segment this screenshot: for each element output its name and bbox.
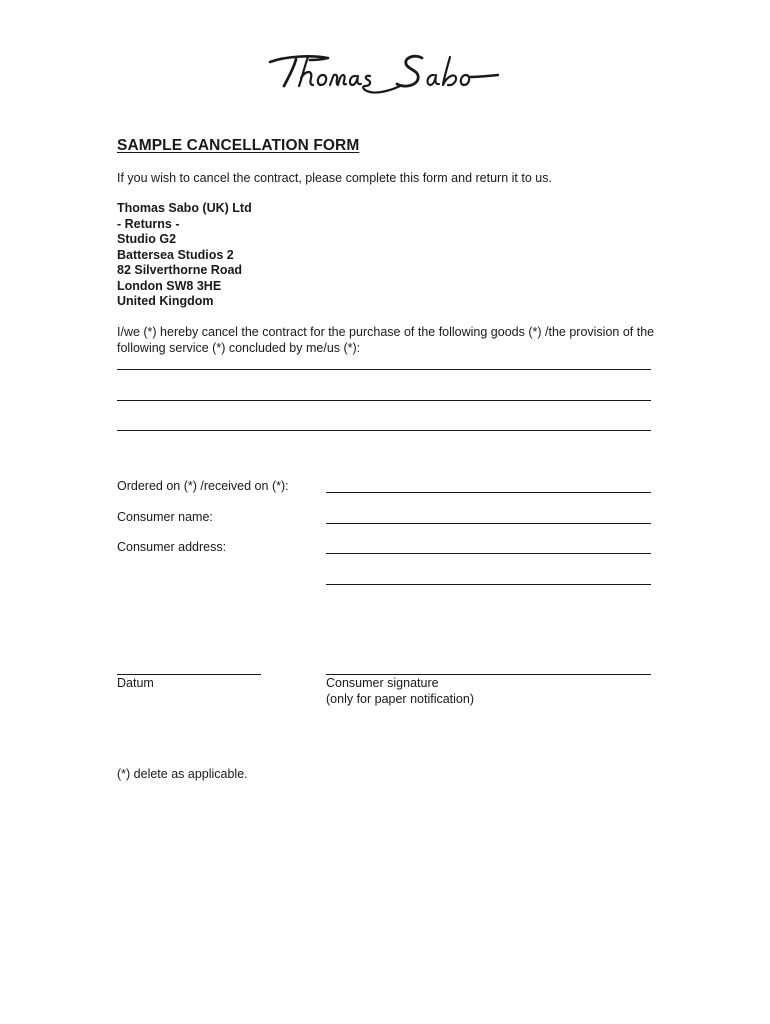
thomas-sabo-logo [266, 48, 500, 100]
ordered-on-field-line[interactable] [326, 492, 651, 493]
ordered-on-label: Ordered on (*) /received on (*): [117, 479, 289, 493]
footnote: (*) delete as applicable. [117, 767, 248, 781]
consumer-address-field-line-2[interactable] [326, 584, 651, 585]
consumer-address-label: Consumer address: [117, 540, 227, 554]
form-title: SAMPLE CANCELLATION FORM [117, 137, 360, 154]
consumer-name-field-line[interactable] [326, 523, 651, 524]
address-line-country: United Kingdom [117, 294, 214, 308]
address-line-building: Battersea Studios 2 [117, 247, 234, 262]
signature-field-line[interactable] [326, 674, 651, 675]
date-label: Datum [117, 676, 154, 690]
address-line-city-postcode: London SW8 3HE [117, 278, 222, 293]
address-line-street: 82 Silverthorne Road [117, 263, 243, 277]
goods-entry-line-2[interactable] [117, 400, 651, 401]
consumer-name-label: Consumer name: [117, 510, 213, 524]
signature-label: Consumer signature [326, 676, 439, 690]
cancellation-declaration: I/we (*) hereby cancel the contract for the purchase of the following goods (*) /the provision of the following service (*) concluded by me/us (*): [117, 325, 655, 355]
return-address [117, 201, 252, 310]
form-intro-text: If you wish to cancel the contract, please complete this form and return it to us. [117, 171, 552, 185]
address-line-studio: Studio G2 [117, 232, 177, 246]
goods-entry-line-3[interactable] [117, 430, 651, 431]
consumer-address-field-line-1[interactable] [326, 553, 651, 554]
address-line-company: Thomas Sabo (UK) Ltd [117, 201, 252, 215]
signature-note: (only for paper notification) [326, 691, 474, 706]
address-line-department: - Returns - [117, 216, 180, 231]
signature-label-block [326, 676, 474, 707]
date-field-line[interactable] [117, 674, 261, 675]
goods-entry-line-1[interactable] [117, 369, 651, 370]
